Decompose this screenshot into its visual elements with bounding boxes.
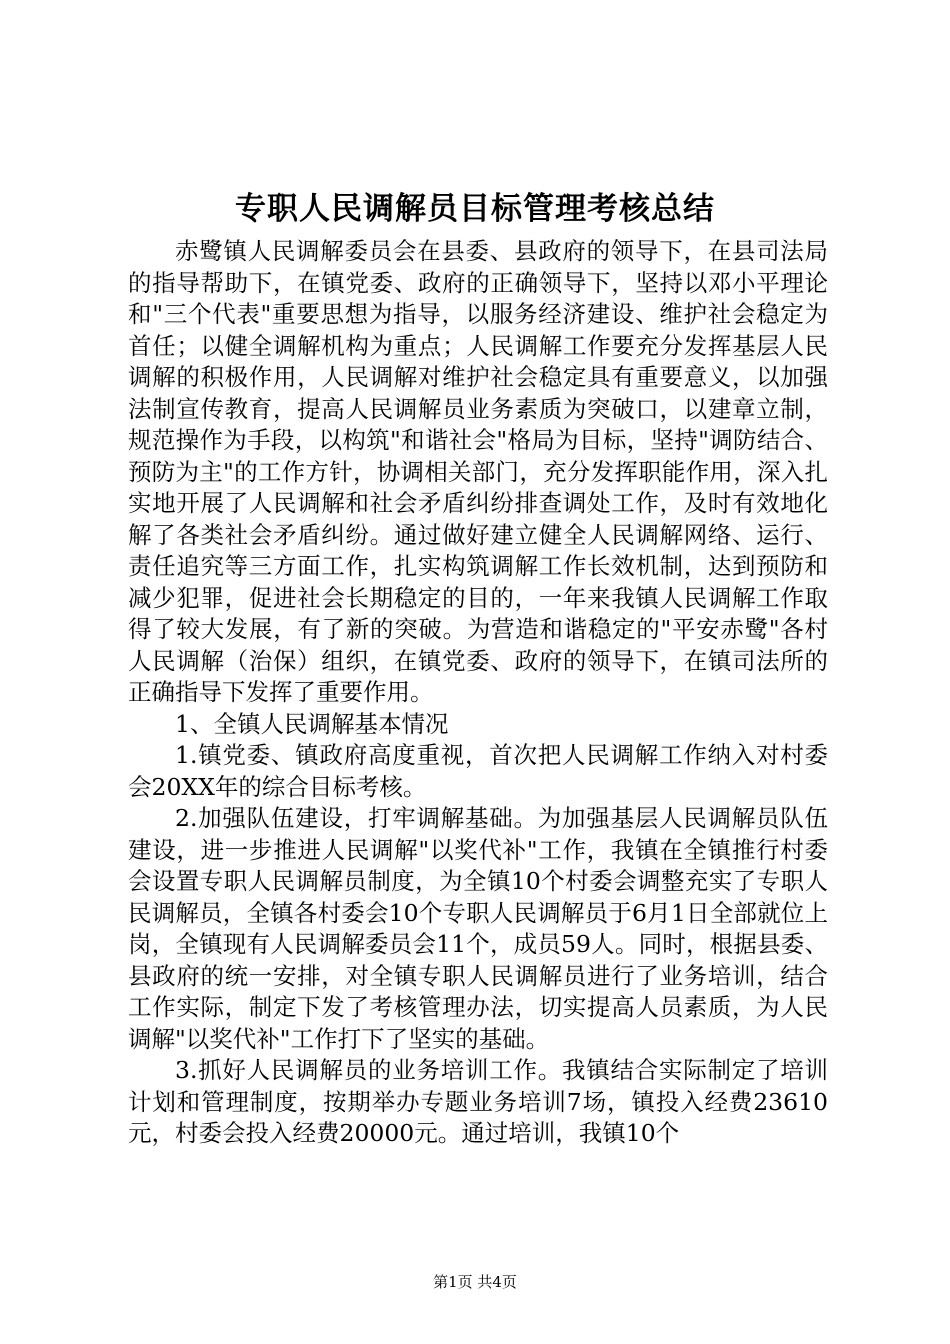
paragraph-item-1: 1.镇党委、镇政府高度重视，首次把人民调解工作纳入对村委会20XX年的综合目标考核。 — [128, 741, 828, 801]
paragraph-item-3: 3.抓好人民调解员的业务培训工作。我镇结合实际制定了培训计划和管理制度，按期举办专题业务培训7场，镇投入经费23610元，村委会投入经费20000元。通过培训，我镇10个 — [128, 1056, 828, 1147]
paragraph-intro: 赤鹭镇人民调解委员会在县委、县政府的领导下，在县司法局的指导帮助下，在镇党委、政府的正确领导下，坚持以邓小平理论和"三个代表"重要思想为指导，以服务经济建设、维护社会稳定为首任；以健全调解机构为重点；人民调解工作要充分发挥基层人民调解的积极作用，人民调解对维护社会稳定具有重要意义，以加强法制宣传教育，提高人民调解员业务素质为突破口，以建章立制，规范操作为手段，以构筑"和谐社会"格局为目标，坚持"调防结合、预防为主"的工作方针，协调相关部门，充分发挥职能作用，深入扎实地开展了人民调解和社会矛盾纠纷排查调处工作，及时有效地化解了各类社会矛盾纠纷。通过做好建立健全人民调解网络、运行、责任追究等三方面工作，扎实构筑调解工作长效机制，达到预防和减少犯罪，促进社会长期稳定的目的，一年来我镇人民调解工作取得了较大发展，有了新的突破。为营造和谐稳定的"平安赤鹭"各村人民调解（治保）组织，在镇党委、政府的领导下，在镇司法所的正确指导下发挥了重要作用。 — [128, 237, 828, 706]
section-heading: 1、全镇人民调解基本情况 — [175, 709, 449, 738]
document-title: 专职人民调解员目标管理考核总结 — [235, 191, 715, 227]
paragraph-item-2: 2.加强队伍建设，打牢调解基础。为加强基层人民调解员队伍建设，进一步推进人民调解"以奖代补"工作，我镇在全镇推行村委会设置专职人民调解员制度，为全镇10个村委会调整充实了专职人民调解员，全镇各村委会10个专职人民调解员于6月1日全部就位上岗，全镇现有人民调解委员会11个，成员59人。同时，根据县委、县政府的统一安排，对全镇专职人民调解员进行了业务培训，结合工作实际，制定下发了考核管理办法，切实提高人员素质，为人民调解"以奖代补"工作打下了坚实的基础。 — [128, 804, 828, 1053]
page-number-footer: 第1页 共4页 — [433, 1273, 517, 1291]
document-body — [128, 236, 828, 1150]
